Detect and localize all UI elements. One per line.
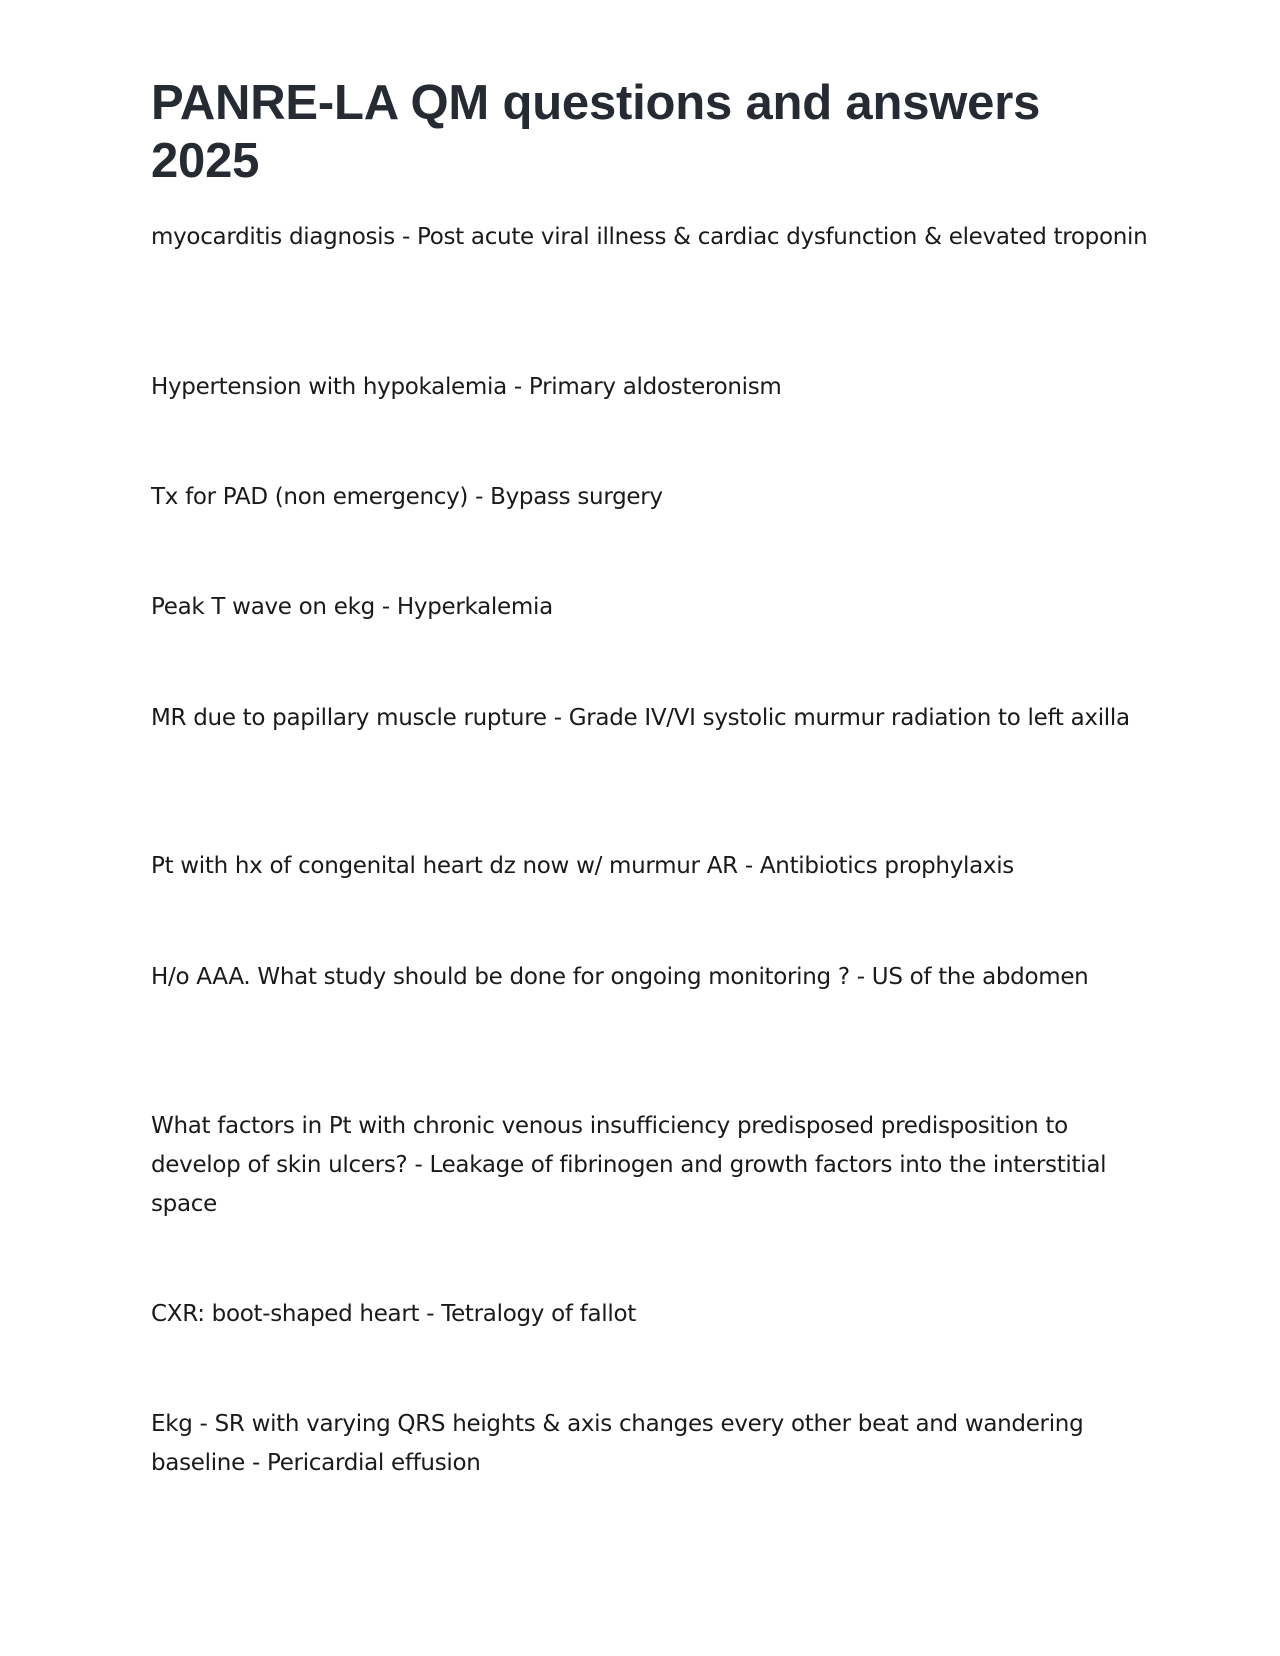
qa-item: Pt with hx of congenital heart dz now w/ murmur AR - Antibiotics prophylaxis (151, 853, 1014, 879)
qa-item: Ekg - SR with varying QRS heights & axis changes every other beat and wandering baseline - Pericardial effusion (151, 1411, 1084, 1476)
qa-item: Peak T wave on ekg - Hyperkalemia (151, 594, 553, 620)
qa-item: Tx for PAD (non emergency) - Bypass surgery (151, 484, 663, 510)
qa-item: What factors in Pt with chronic venous insufficiency predisposed predisposition to develop of skin ulcers? - Leakage of fibrinogen and growth factors into the interstitial space (151, 1113, 1107, 1217)
qa-item: MR due to papillary muscle rupture - Grade IV/VI systolic murmur radiation to left axilla (151, 705, 1130, 731)
qa-item: H/o AAA. What study should be done for ongoing monitoring ? - US of the abdomen (151, 964, 1089, 990)
qa-item: myocarditis diagnosis - Post acute viral illness & cardiac dysfunction & elevated troponin (151, 224, 1148, 250)
qa-item: Hypertension with hypokalemia - Primary aldosteronism (151, 374, 782, 400)
qa-item: CXR: boot-shaped heart - Tetralogy of fallot (151, 1301, 636, 1327)
document-title: PANRE-LA QM questions and answers 2025 (151, 76, 1041, 188)
